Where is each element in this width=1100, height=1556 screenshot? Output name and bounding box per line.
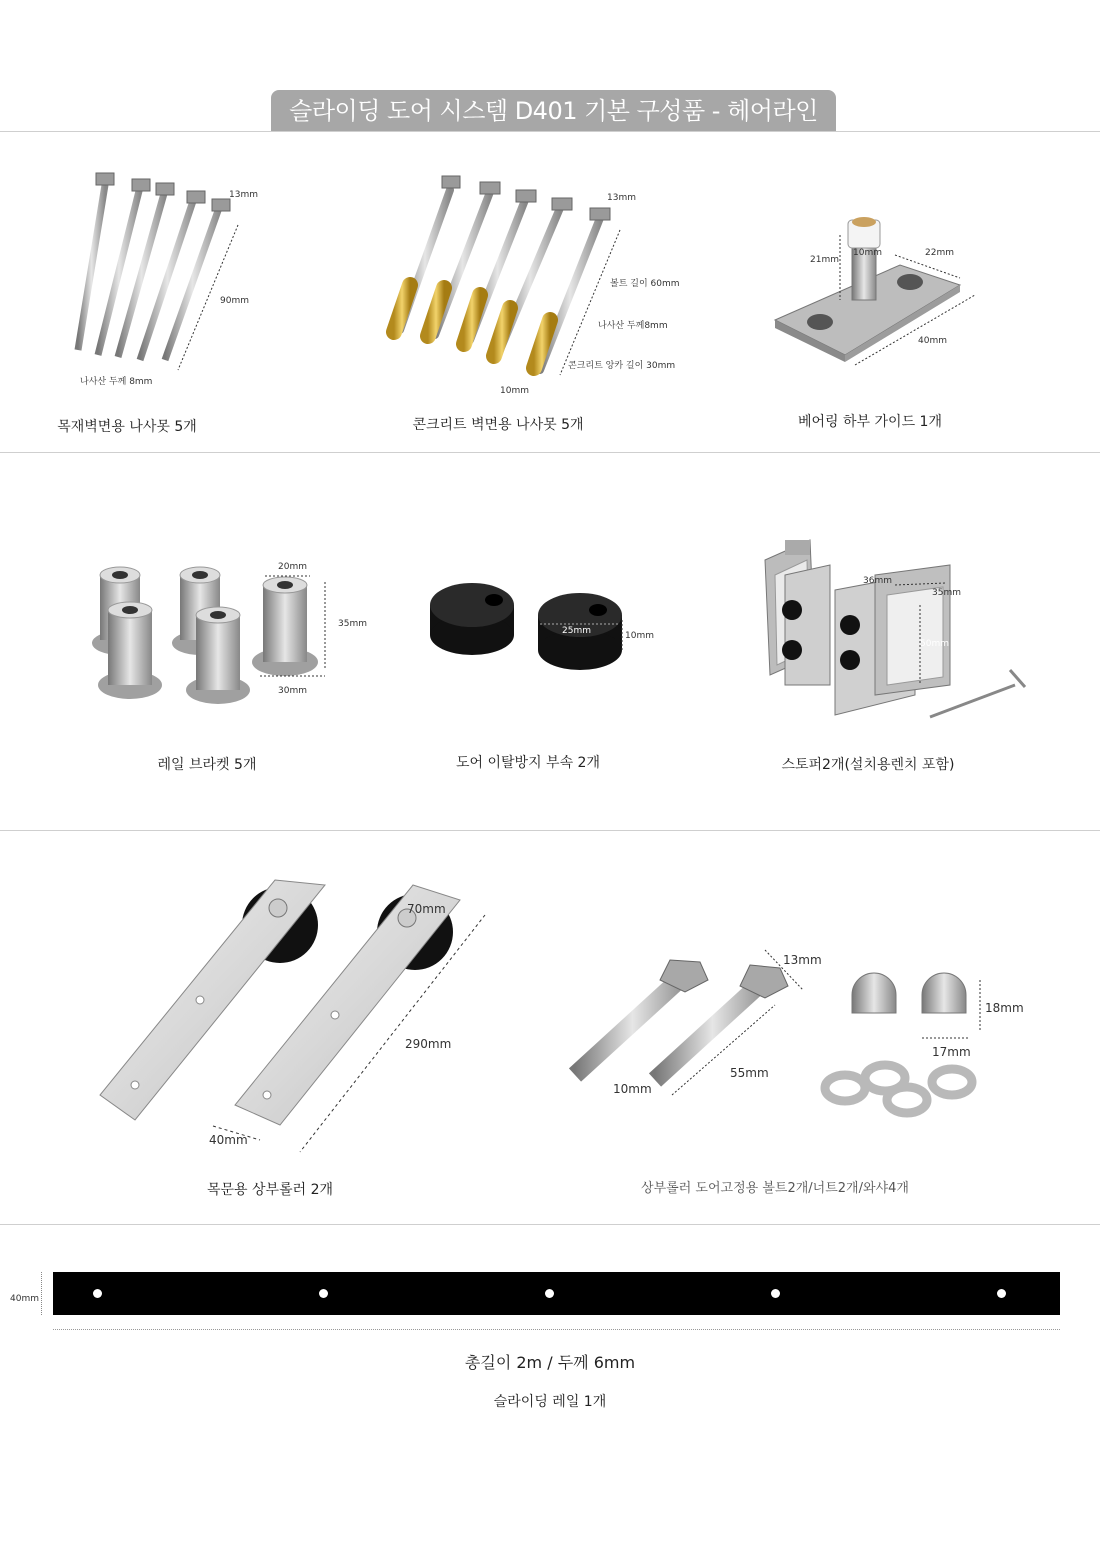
page-title: 슬라이딩 도어 시스템 D401 기본 구성품 - 헤어라인 (271, 90, 836, 132)
dim-label: 20mm (278, 562, 307, 572)
item-caption: 도어 이탈방지 부속 2개 (456, 755, 600, 771)
dim-label: 30mm (278, 686, 307, 696)
divider (0, 131, 1100, 132)
rail-caption: 슬라이딩 레일 1개 (493, 1394, 607, 1410)
dim-label: 13mm (607, 193, 636, 203)
rail-hole (771, 1289, 780, 1298)
dim-label: 13mm (229, 190, 258, 200)
dim-label: 40mm (209, 1133, 248, 1147)
dim-label: 10mm (500, 386, 529, 396)
item-caption: 레일 브라켓 5개 (157, 757, 257, 773)
item-caption: 목재벽면용 나사못 5개 (57, 419, 197, 435)
divider (0, 830, 1100, 831)
rail-hole (997, 1289, 1006, 1298)
dim-label: 볼트 길이 60mm (610, 279, 680, 289)
item-caption: 상부롤러 도어고정용 볼트2개/너트2개/와샤4개 (641, 1181, 909, 1196)
dim-label: 나사산 두께8mm (598, 321, 668, 331)
rail-hole (319, 1289, 328, 1298)
dim-label: 17mm (932, 1045, 971, 1059)
item-caption: 목문용 상부롤러 2개 (207, 1182, 333, 1198)
rail-height-label: 40mm (10, 1294, 39, 1304)
dim-label: 70mm (407, 902, 446, 916)
bottom-guide-image (770, 210, 980, 370)
dim-label: 콘크리트 앙카 길이 30mm (568, 361, 676, 371)
sliding-rail-image (53, 1272, 1060, 1315)
concrete-anchors-image (380, 170, 620, 385)
dim-label: 36mm (863, 576, 892, 586)
item-caption: 베어링 하부 가이드 1개 (798, 414, 942, 430)
rail-hole (93, 1289, 102, 1298)
dim-label: 10mm (625, 631, 654, 641)
stoppers-image (745, 535, 1035, 725)
dim-label: 290mm (405, 1037, 452, 1051)
dim-label: 22mm (925, 248, 954, 258)
rail-length-line (53, 1329, 1060, 1330)
rail-hole (545, 1289, 554, 1298)
dim-label: 나사산 두께 8mm (80, 377, 153, 387)
dim-label: 10mm (613, 1082, 652, 1096)
dim-label: 50mm (920, 639, 949, 649)
rail-spec: 총길이 2m / 두께 6mm (464, 1353, 636, 1372)
dim-label: 25mm (562, 626, 591, 636)
dim-label: 35mm (338, 619, 367, 629)
dim-label: 18mm (985, 1001, 1024, 1015)
dim-label: 55mm (730, 1066, 769, 1080)
item-caption: 콘크리트 벽면용 나사못 5개 (412, 417, 584, 433)
divider (0, 452, 1100, 453)
dim-label: 40mm (918, 336, 947, 346)
dim-label: 13mm (783, 953, 822, 967)
item-caption: 스토퍼2개(설치용렌치 포함) (781, 757, 955, 773)
anti-derail-image (428, 580, 628, 680)
dim-label: 10mm (853, 248, 882, 258)
dim-label: 90mm (220, 296, 249, 306)
rail-height-marker (41, 1272, 42, 1315)
dim-label: 21mm (810, 255, 839, 265)
dim-label: 35mm (932, 588, 961, 598)
divider (0, 1224, 1100, 1225)
